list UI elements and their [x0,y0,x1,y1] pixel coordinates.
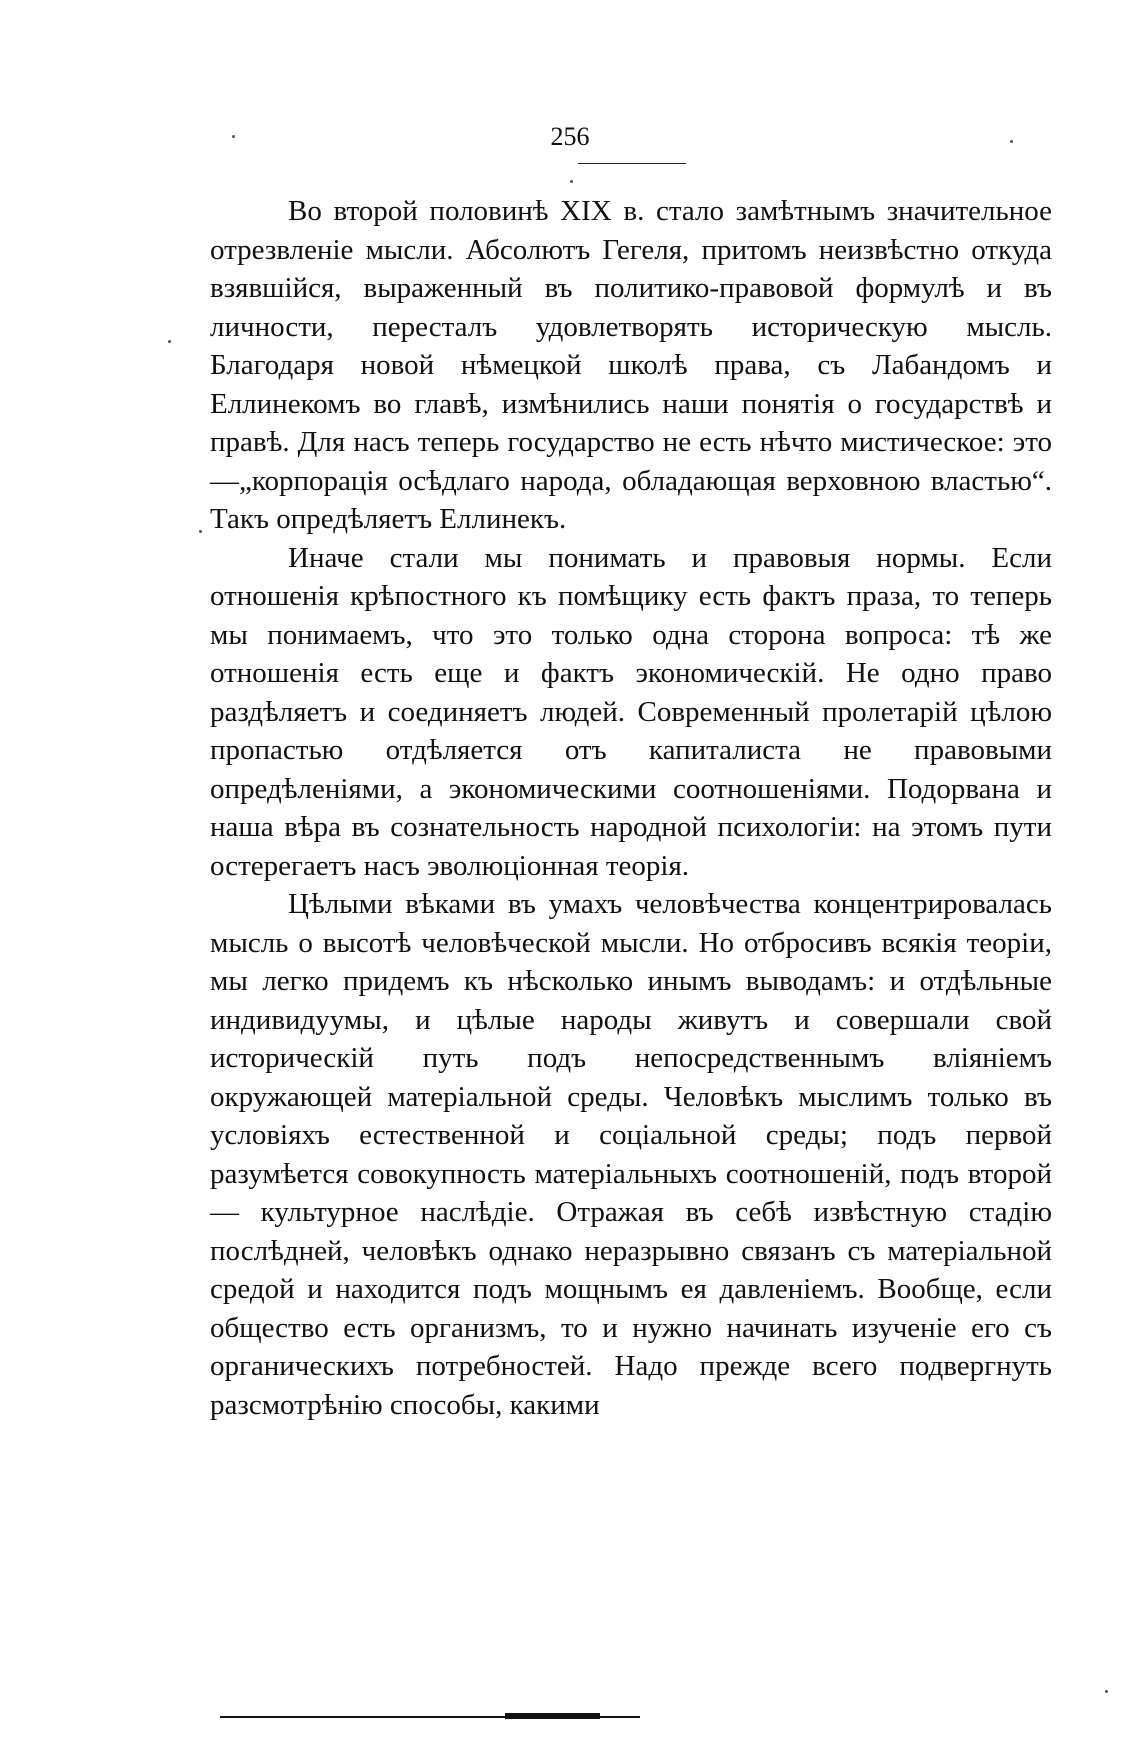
bottom-rule-bold [505,1713,600,1719]
scan-speck [199,530,202,533]
scan-speck [1105,1690,1108,1693]
scan-speck [1010,140,1013,143]
paragraph-1: Во второй половинѣ XIX в. стало замѣтнымъ значительное отрезвленіе мысли. Абсолютъ Гегеля, притомъ неизвѣстно откуда взявшійся, выраженный въ политико-правовой формулѣ и въ личности, пересталъ удовлетворять историческую мысль. Благодаря новой нѣмецкой школѣ права, съ Лабандомъ и Еллинекомъ во главѣ, измѣнились наши понятія о государствѣ и правѣ. Для насъ теперь государство не есть нѣчто мистическое: это—„корпорація осѣдлаго народа, обладающая верховною властью“. Такъ опредѣляетъ Еллинекъ. [210,195,1052,535]
scan-speck [570,180,573,183]
paragraph-2: Иначе стали мы понимать и правовыя нормы. Если отношенія крѣпостного къ помѣщику есть фактъ праза, то теперь мы понимаемъ, что это только одна сторона вопроса: тѣ же отношенія есть еще и фактъ экономическій. Не одно право раздѣляетъ и соединяетъ людей. Современный пролетарій цѣлою пропастью отдѣляется отъ капиталиста не правовыми опредѣленіями, а экономическими соотношеніями. Подорвана и наша вѣра въ сознательность народной психологіи: на этомъ пути остерегаетъ насъ эволюціонная теорія. [210,541,1052,882]
scan-speck [232,135,235,138]
page-number-rule [578,163,686,164]
text-block [210,192,1052,1424]
paragraph-3: Цѣлыми вѣками въ умахъ человѣчества концентрировалась мысль о высотѣ человѣческой мысли. Но отбросивъ всякія теоріи, мы легко придемъ къ нѣсколько инымъ выводамъ: и отдѣльные индивидуумы, и цѣлые народы живутъ и совершали свой историческій путь подъ непосредственнымъ вліяніемъ окружающей матеріальной среды. Человѣкъ мыслимъ только въ условіяхъ естественной и соціальной среды; подъ первой разумѣется совокупность матеріальныхъ соотношеній, подъ второй — культурное наслѣдіе. Отражая въ себѣ извѣстную стадію послѣдней, человѣкъ однако неразрывно связанъ съ матеріальной средой и находится подъ мощнымъ ея давленіемъ. Вообще, если общество есть организмъ, то и нужно начинать изученіе его съ органическихъ потребностей. Надо прежде всего подвергнуть разсмотрѣнію способы, какими [210,888,1052,1421]
page-number: 256 [550,122,590,151]
scan-speck [168,340,171,343]
